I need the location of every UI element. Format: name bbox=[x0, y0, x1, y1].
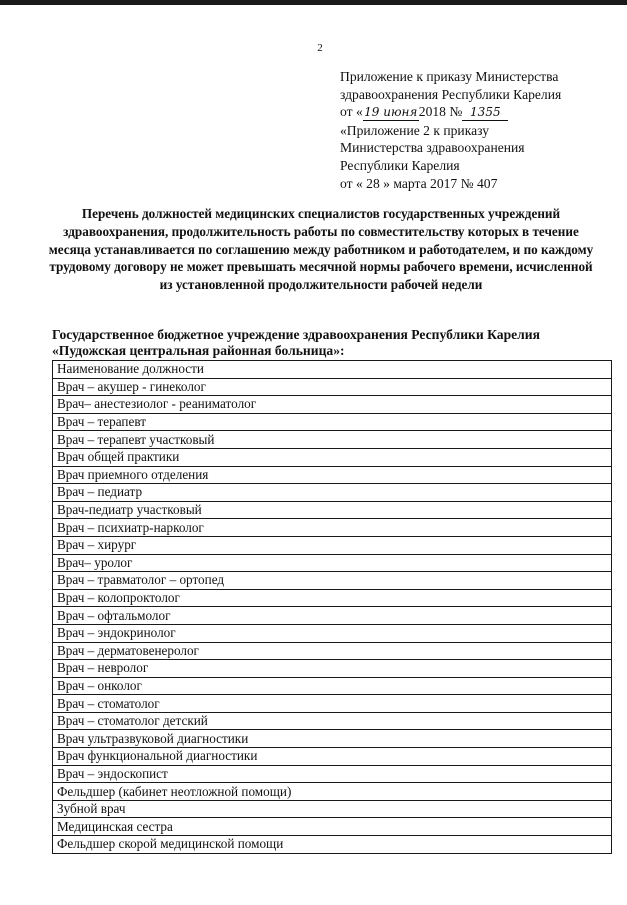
table-row bbox=[53, 536, 612, 554]
date-prefix: от « bbox=[340, 104, 363, 120]
table-row bbox=[53, 765, 612, 783]
position-cell: Врач – терапевт участковый bbox=[53, 431, 612, 449]
table-row bbox=[53, 431, 612, 449]
table-row bbox=[53, 413, 612, 431]
position-cell: Врач – эндокринолог bbox=[53, 624, 612, 642]
page-number: 2 bbox=[317, 42, 323, 54]
appendix-line-1: Приложение к приказу Министерства bbox=[340, 69, 559, 84]
appendix-line-2: здравоохранения Республики Карелия bbox=[340, 86, 562, 102]
appendix-date-line bbox=[340, 103, 610, 122]
appendix-line-5: Министерства здравоохранения bbox=[340, 140, 525, 156]
table-row bbox=[53, 554, 612, 572]
table-row bbox=[53, 466, 612, 484]
position-cell: Врач – терапевт bbox=[53, 413, 612, 431]
position-cell: Медицинская сестра bbox=[53, 818, 612, 836]
position-cell: Врач функциональной диагностики bbox=[53, 748, 612, 766]
table-row bbox=[53, 519, 612, 537]
table-header-row bbox=[53, 361, 612, 379]
position-cell: Врач – акушер - гинеколог bbox=[53, 378, 612, 396]
position-cell: Врач – стоматолог bbox=[53, 695, 612, 713]
position-cell: Врач – травматолог – ортопед bbox=[53, 572, 612, 590]
table-row bbox=[53, 818, 612, 836]
appendix-block bbox=[340, 68, 610, 192]
table-row bbox=[53, 448, 612, 466]
position-cell: Врач– уролог bbox=[53, 554, 612, 572]
institution-name: Государственное бюджетное учреждение здравоохранения Республики Карелия «Пудожская центральная районная больница»: bbox=[52, 327, 540, 358]
position-cell: Врач-педиатр участковый bbox=[53, 501, 612, 519]
appendix-line-7: от « 28 » марта 2017 № 407 bbox=[340, 175, 498, 191]
document-title: Перечень должностей медицинских специалистов государственных учреждений здравоохранения, продолжительность работы по совместительству которых в течение месяца устанавливается по соглашению между работником и работодателем, и по каждому трудовому договору не может превышать месячной нормы рабочего времени, исчисленной из установленной продолжительности рабочей недели bbox=[48, 206, 594, 293]
scan-top-border bbox=[0, 0, 627, 5]
appendix-line-6: Республики Карелия bbox=[340, 157, 460, 173]
table-row bbox=[53, 695, 612, 713]
position-cell: Врач– анестезиолог - реаниматолог bbox=[53, 396, 612, 414]
table-row bbox=[53, 783, 612, 801]
table-row bbox=[53, 642, 612, 660]
position-cell: Врач – психиатр-нарколог bbox=[53, 519, 612, 537]
position-cell: Врач – стоматолог детский bbox=[53, 712, 612, 730]
date-suffix: 2018 № bbox=[418, 104, 463, 120]
position-cell: Врач – колопроктолог bbox=[53, 589, 612, 607]
position-cell: Врач – хирург bbox=[53, 536, 612, 554]
table-row bbox=[53, 730, 612, 748]
position-cell: Врач – дерматовенеролог bbox=[53, 642, 612, 660]
table-row bbox=[53, 712, 612, 730]
position-cell: Врач ультразвуковой диагностики bbox=[53, 730, 612, 748]
table-row bbox=[53, 501, 612, 519]
handwritten-order-number: 1355 bbox=[462, 104, 508, 122]
table-row bbox=[53, 607, 612, 625]
table-row bbox=[53, 748, 612, 766]
table-row bbox=[53, 800, 612, 818]
position-cell: Врач приемного отделения bbox=[53, 466, 612, 484]
appendix-line-4: «Приложение 2 к приказу bbox=[340, 122, 490, 138]
handwritten-date: 19 июня bbox=[363, 104, 419, 122]
table-row bbox=[53, 836, 612, 854]
position-cell: Фельдшер (кабинет неотложной помощи) bbox=[53, 783, 612, 801]
table-row bbox=[53, 484, 612, 502]
position-cell: Врач – эндоскопист bbox=[53, 765, 612, 783]
table-row bbox=[53, 396, 612, 414]
table-row bbox=[53, 677, 612, 695]
positions-table bbox=[52, 360, 612, 854]
table-row bbox=[53, 660, 612, 678]
table-row bbox=[53, 572, 612, 590]
position-cell: Врач – онколог bbox=[53, 677, 612, 695]
position-cell: Врач – невролог bbox=[53, 660, 612, 678]
table-row bbox=[53, 589, 612, 607]
position-cell: Зубной врач bbox=[53, 800, 612, 818]
position-cell: Врач – педиатр bbox=[53, 484, 612, 502]
table-row bbox=[53, 624, 612, 642]
table-header-cell: Наименование должности bbox=[53, 361, 612, 379]
position-cell: Врач общей практики bbox=[53, 448, 612, 466]
position-cell: Врач – офтальмолог bbox=[53, 607, 612, 625]
table-row bbox=[53, 378, 612, 396]
position-cell: Фельдшер скорой медицинской помощи bbox=[53, 836, 612, 854]
